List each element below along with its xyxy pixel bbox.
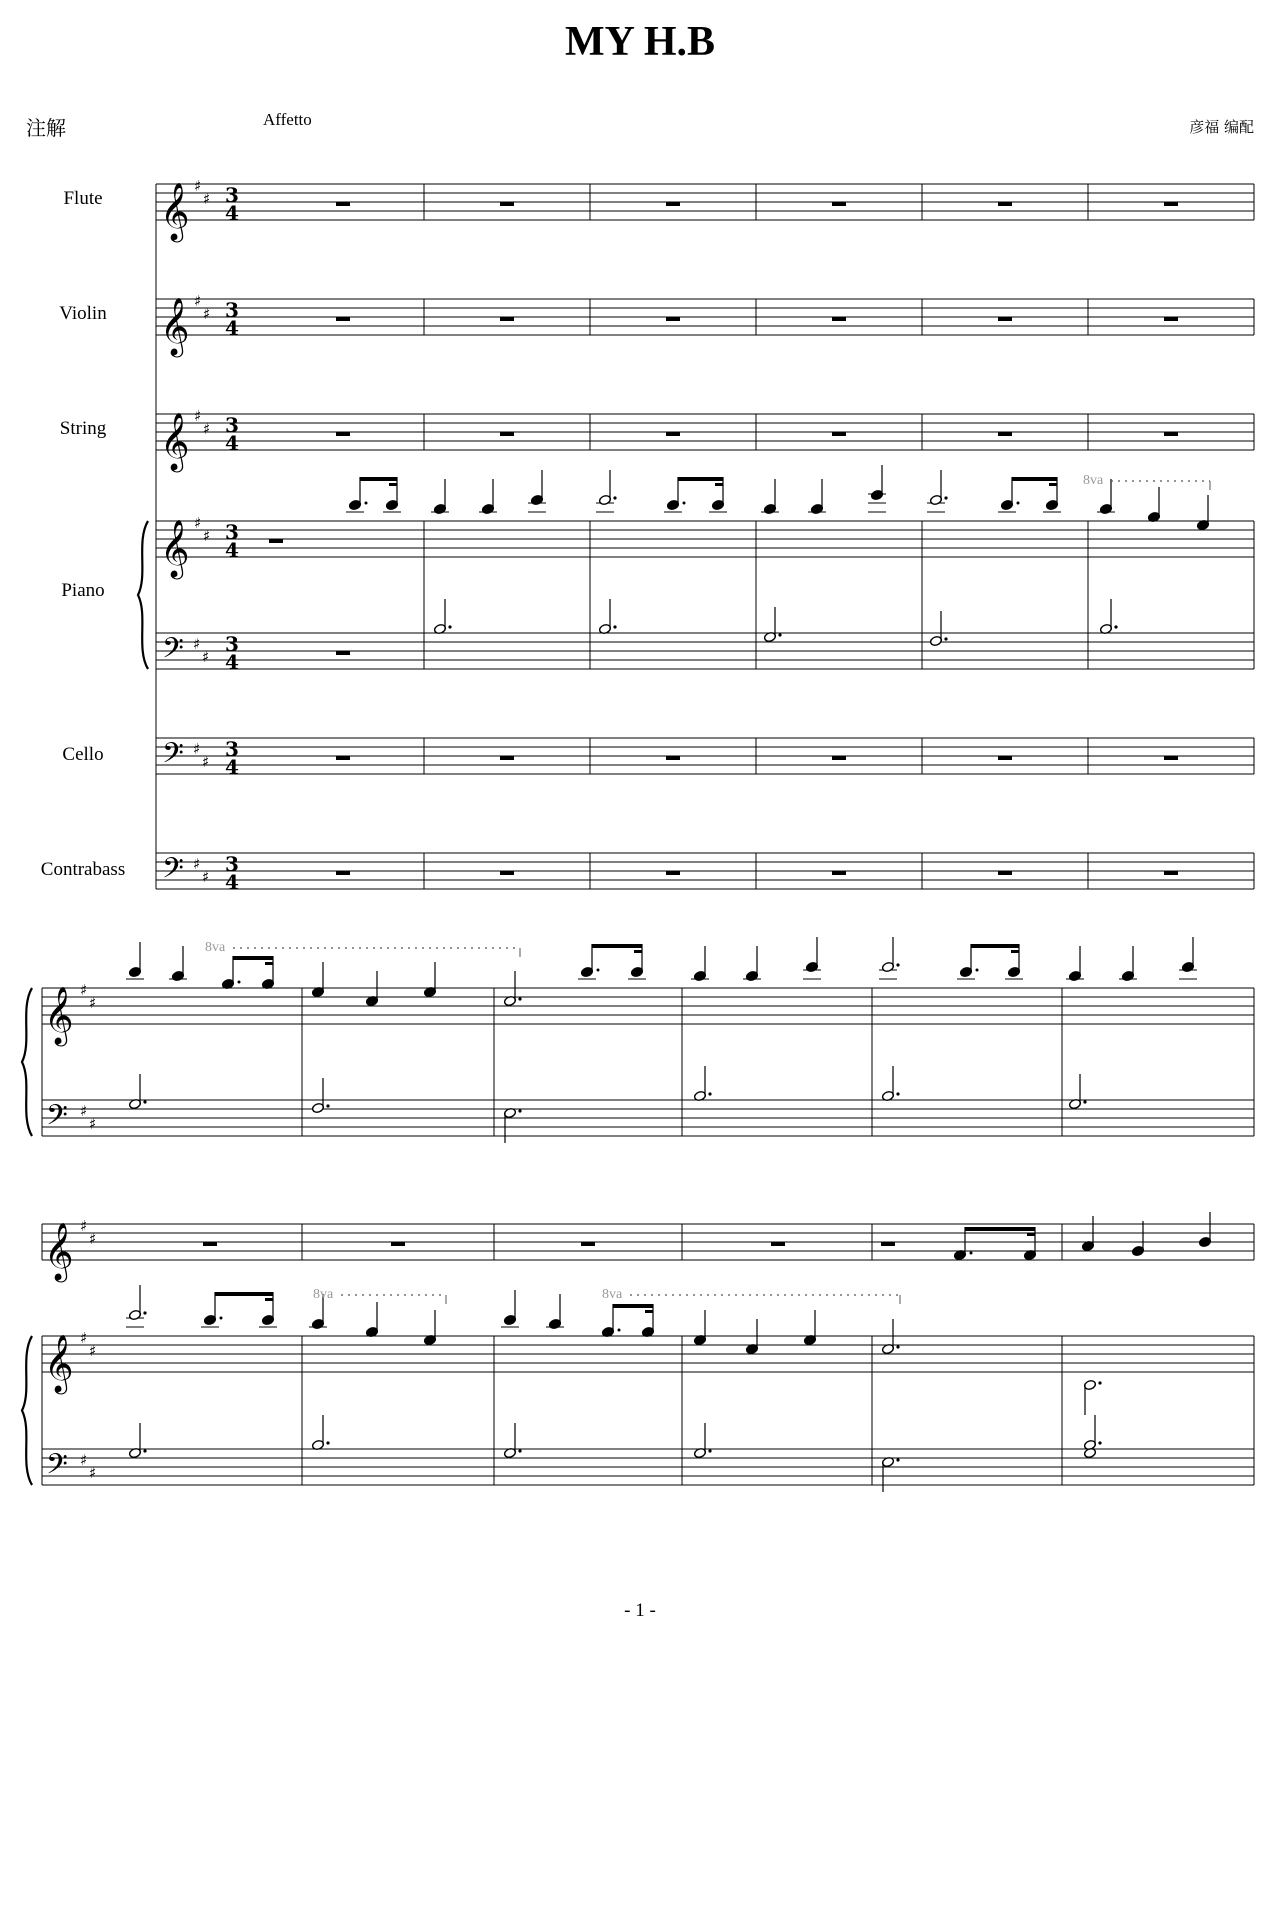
whole-rest bbox=[1164, 871, 1178, 875]
augmentation-dot bbox=[518, 997, 521, 1000]
key-signature-sharp: ♯ bbox=[193, 635, 201, 653]
instrument-label-flute: Flute bbox=[63, 188, 103, 209]
whole-rest bbox=[336, 756, 350, 760]
bass-clef-icon: 𝄢 bbox=[46, 1448, 68, 1488]
instrument-label-violin: Violin bbox=[59, 303, 107, 324]
treble-clef-icon: 𝄞 bbox=[160, 412, 190, 470]
time-signature-numerator: 3 bbox=[225, 632, 239, 656]
whole-rest bbox=[1164, 317, 1178, 321]
key-signature-sharp: ♯ bbox=[202, 648, 210, 666]
whole-rest bbox=[500, 317, 514, 321]
augmentation-dot bbox=[778, 633, 781, 636]
whole-rest bbox=[500, 871, 514, 875]
whole-rest bbox=[666, 202, 680, 206]
note-beam bbox=[233, 956, 273, 960]
key-signature-sharp: ♯ bbox=[194, 407, 202, 425]
ottava-label: 8va bbox=[205, 940, 226, 955]
augmentation-dot bbox=[613, 625, 616, 628]
whole-rest bbox=[666, 317, 680, 321]
augmentation-dot bbox=[518, 1109, 521, 1112]
whole-rest bbox=[832, 871, 846, 875]
treble-clef-icon: 𝄞 bbox=[160, 182, 190, 240]
key-signature-sharp: ♯ bbox=[194, 514, 202, 532]
augmentation-dot bbox=[896, 1458, 899, 1461]
note-beam bbox=[265, 1298, 273, 1301]
score-title: MY H.B bbox=[564, 19, 716, 65]
time-signature-denominator: 4 bbox=[225, 201, 239, 225]
whole-rest bbox=[1164, 202, 1178, 206]
whole-rest bbox=[666, 871, 680, 875]
augmentation-dot bbox=[896, 963, 899, 966]
piano-brace bbox=[138, 521, 148, 669]
note-beam bbox=[389, 483, 397, 486]
key-signature-sharp: ♯ bbox=[89, 1342, 97, 1360]
note-beam bbox=[592, 944, 642, 948]
augmentation-dot bbox=[597, 969, 600, 972]
whole-rest bbox=[336, 317, 350, 321]
ottava-label: 8va bbox=[602, 1287, 623, 1302]
whole-rest bbox=[998, 202, 1012, 206]
time-signature-numerator: 3 bbox=[225, 520, 239, 544]
augmentation-dot bbox=[896, 1092, 899, 1095]
treble-clef-icon: 𝄞 bbox=[44, 1334, 74, 1392]
key-signature-sharp: ♯ bbox=[194, 177, 202, 195]
time-signature-numerator: 3 bbox=[225, 298, 239, 322]
piano-brace bbox=[22, 988, 32, 1136]
whole-rest bbox=[391, 1242, 405, 1246]
time-signature-denominator: 4 bbox=[225, 650, 239, 674]
whole-rest bbox=[998, 317, 1012, 321]
treble-clef-icon: 𝄞 bbox=[44, 1222, 74, 1280]
ottava-label: 8va bbox=[1083, 473, 1104, 488]
note-beam bbox=[1011, 950, 1019, 953]
ottava-label: 8va bbox=[313, 1287, 334, 1302]
whole-rest bbox=[998, 871, 1012, 875]
augmentation-dot bbox=[143, 1449, 146, 1452]
key-signature-sharp: ♯ bbox=[80, 1451, 88, 1469]
time-signature-numerator: 3 bbox=[225, 737, 239, 761]
whole-rest bbox=[666, 756, 680, 760]
note-beam bbox=[715, 483, 723, 486]
whole-rest bbox=[771, 1242, 785, 1246]
instrument-label-contrabass: Contrabass bbox=[40, 859, 126, 880]
whole-rest bbox=[1164, 432, 1178, 436]
instrument-label-piano: Piano bbox=[61, 580, 105, 601]
key-signature-sharp: ♯ bbox=[203, 305, 211, 323]
augmentation-dot bbox=[326, 1441, 329, 1444]
augmentation-dot bbox=[1114, 625, 1117, 628]
whole-rest bbox=[881, 1242, 895, 1246]
key-signature-sharp: ♯ bbox=[193, 855, 201, 873]
whole-rest bbox=[500, 756, 514, 760]
augmentation-dot bbox=[944, 637, 947, 640]
augmentation-dot bbox=[220, 1317, 223, 1320]
key-signature-sharp: ♯ bbox=[80, 1102, 88, 1120]
page-number: - 1 - bbox=[624, 1600, 656, 1621]
time-signature-denominator: 4 bbox=[225, 870, 239, 894]
tempo-marking: Affetto bbox=[263, 110, 312, 129]
augmentation-dot bbox=[1017, 502, 1020, 505]
augmentation-dot bbox=[976, 969, 979, 972]
whole-rest bbox=[998, 756, 1012, 760]
note-beam bbox=[215, 1292, 273, 1296]
whole-rest bbox=[336, 871, 350, 875]
bass-clef-icon: 𝄢 bbox=[162, 632, 184, 672]
augmentation-dot bbox=[896, 1345, 899, 1348]
time-signature-numerator: 3 bbox=[225, 852, 239, 876]
whole-rest bbox=[832, 432, 846, 436]
key-signature-sharp: ♯ bbox=[193, 740, 201, 758]
key-signature-sharp: ♯ bbox=[194, 292, 202, 310]
augmentation-dot bbox=[683, 502, 686, 505]
augmentation-dot bbox=[1098, 1381, 1101, 1384]
augmentation-dot bbox=[708, 1092, 711, 1095]
note-beam bbox=[645, 1310, 653, 1313]
whole-rest bbox=[336, 432, 350, 436]
note-beam bbox=[1012, 477, 1057, 481]
whole-rest bbox=[269, 539, 283, 543]
note-beam bbox=[1049, 483, 1057, 486]
key-signature-sharp: ♯ bbox=[80, 1329, 88, 1347]
instrument-label-cello: Cello bbox=[62, 744, 104, 765]
note-beam bbox=[965, 1227, 1035, 1231]
whole-rest bbox=[336, 651, 350, 655]
key-signature-sharp: ♯ bbox=[89, 1115, 97, 1133]
bass-clef-icon: 𝄢 bbox=[46, 1099, 68, 1139]
bass-clef-icon: 𝄢 bbox=[162, 852, 184, 892]
augmentation-dot bbox=[1083, 1100, 1086, 1103]
time-signature-denominator: 4 bbox=[225, 538, 239, 562]
note-beam bbox=[634, 950, 642, 953]
note-beam bbox=[265, 962, 273, 965]
key-signature-sharp: ♯ bbox=[203, 190, 211, 208]
whole-rest bbox=[336, 202, 350, 206]
time-signature-denominator: 4 bbox=[225, 316, 239, 340]
augmentation-dot bbox=[1098, 1441, 1101, 1444]
time-signature-denominator: 4 bbox=[225, 755, 239, 779]
augmentation-dot bbox=[708, 1449, 711, 1452]
augmentation-dot bbox=[326, 1104, 329, 1107]
note-beam bbox=[678, 477, 723, 481]
annotation-label: 注解 bbox=[26, 116, 66, 140]
whole-rest bbox=[203, 1242, 217, 1246]
augmentation-dot bbox=[143, 1311, 146, 1314]
whole-rest bbox=[832, 756, 846, 760]
key-signature-sharp: ♯ bbox=[202, 868, 210, 886]
treble-clef-icon: 𝄞 bbox=[44, 986, 74, 1044]
whole-rest bbox=[666, 432, 680, 436]
time-signature-denominator: 4 bbox=[225, 431, 239, 455]
piano-brace bbox=[22, 1336, 32, 1485]
augmentation-dot bbox=[518, 1449, 521, 1452]
note-beam bbox=[360, 477, 397, 481]
augmentation-dot bbox=[970, 1252, 973, 1255]
augmentation-dot bbox=[365, 502, 368, 505]
key-signature-sharp: ♯ bbox=[80, 981, 88, 999]
whole-rest bbox=[832, 202, 846, 206]
augmentation-dot bbox=[143, 1100, 146, 1103]
arranger-credit: 彦福 编配 bbox=[1189, 118, 1254, 136]
instrument-label-string: String bbox=[59, 418, 107, 439]
augmentation-dot bbox=[238, 981, 241, 984]
note-beam bbox=[1027, 1233, 1035, 1236]
time-signature-numerator: 3 bbox=[225, 413, 239, 437]
note-beam bbox=[613, 1304, 653, 1308]
key-signature-sharp: ♯ bbox=[203, 527, 211, 545]
key-signature-sharp: ♯ bbox=[80, 1217, 88, 1235]
whole-rest bbox=[832, 317, 846, 321]
time-signature-numerator: 3 bbox=[225, 183, 239, 207]
augmentation-dot bbox=[613, 496, 616, 499]
note-beam bbox=[971, 944, 1019, 948]
key-signature-sharp: ♯ bbox=[89, 994, 97, 1012]
treble-clef-icon: 𝄞 bbox=[160, 519, 190, 577]
whole-rest bbox=[1164, 756, 1178, 760]
bass-clef-icon: 𝄢 bbox=[162, 737, 184, 777]
key-signature-sharp: ♯ bbox=[202, 753, 210, 771]
augmentation-dot bbox=[618, 1329, 621, 1332]
whole-rest bbox=[581, 1242, 595, 1246]
augmentation-dot bbox=[944, 496, 947, 499]
augmentation-dot bbox=[448, 625, 451, 628]
treble-clef-icon: 𝄞 bbox=[160, 297, 190, 355]
key-signature-sharp: ♯ bbox=[89, 1464, 97, 1482]
whole-rest bbox=[500, 202, 514, 206]
key-signature-sharp: ♯ bbox=[203, 420, 211, 438]
whole-rest bbox=[500, 432, 514, 436]
key-signature-sharp: ♯ bbox=[89, 1230, 97, 1248]
whole-rest bbox=[998, 432, 1012, 436]
